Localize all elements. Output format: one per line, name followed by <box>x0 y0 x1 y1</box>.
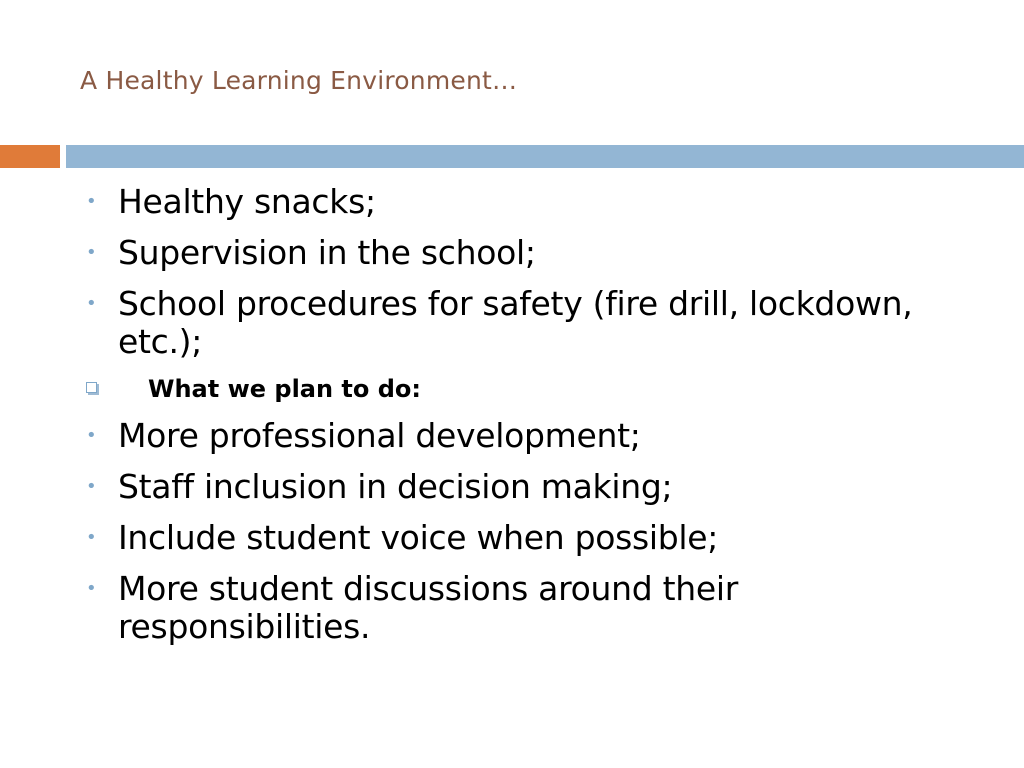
bullet-icon: • <box>86 293 97 314</box>
accent-bar-blue <box>66 145 1024 168</box>
bullet-icon: • <box>86 578 97 599</box>
list-item-text: More student discussions around their responsibilities. <box>118 569 738 646</box>
accent-bar-orange <box>0 145 60 168</box>
slide-title: A Healthy Learning Environment… <box>80 66 518 95</box>
list-item <box>86 519 966 557</box>
bullet-list <box>86 183 966 659</box>
list-item-text: Include student voice when possible; <box>118 518 719 557</box>
list-item <box>86 417 966 455</box>
list-item <box>86 285 966 361</box>
checkbox-square-icon <box>86 382 97 393</box>
list-item-text: More professional development; <box>118 416 641 455</box>
bullet-icon: • <box>86 476 97 497</box>
list-item-text: Healthy snacks; <box>118 182 376 221</box>
list-item <box>86 183 966 221</box>
bullet-icon: • <box>86 242 97 263</box>
list-item <box>86 570 966 646</box>
bullet-icon: • <box>86 527 97 548</box>
bullet-icon: • <box>86 191 97 212</box>
list-item-text: Supervision in the school; <box>118 233 536 272</box>
list-item <box>86 468 966 506</box>
checkbox-bullet-icon <box>86 382 98 394</box>
list-item-text: Staff inclusion in decision making; <box>118 467 673 506</box>
bullet-icon: • <box>86 425 97 446</box>
list-item-heading-text: What we plan to do: <box>148 375 422 403</box>
list-item-heading <box>86 374 966 404</box>
list-item-text: School procedures for safety (fire drill, lockdown, etc.); <box>118 284 913 361</box>
list-item <box>86 234 966 272</box>
